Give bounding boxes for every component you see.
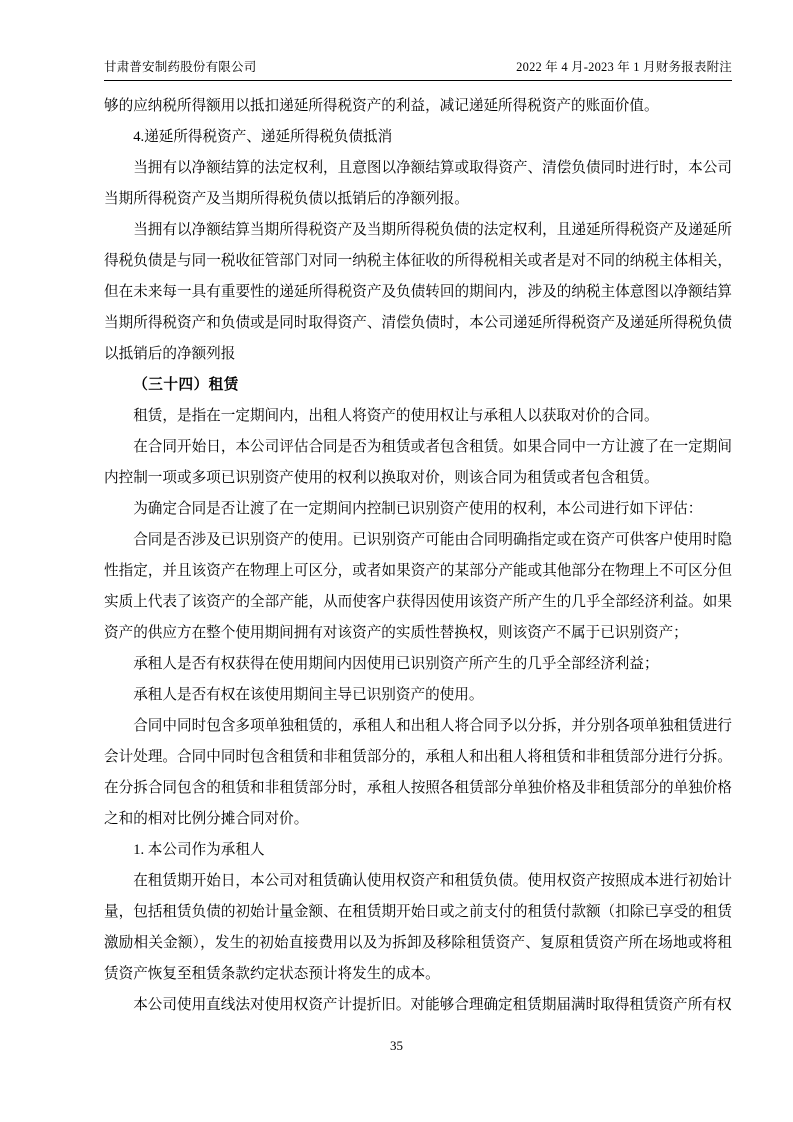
section-heading: （三十四）租赁 <box>133 377 239 393</box>
paragraph: 合同是否涉及已识别资产的使用。已识别资产可能由合同明确指定或在资产可供客户使用时隐性指定，并且该资产在物理上可区分，或者如果资产的某部分产能或其他部分在物理上不可区分但实质上代表了该资产的全部产能，从而使客户获得因使用该资产所产生的几乎全部经济利益。如果资产的供应方在整个使用期间拥有对该资产的实质性替换权，则该资产不属于已识别资产； <box>104 532 732 641</box>
paragraph: 当拥有以净额结算的法定权利，且意图以净额结算或取得资产、清偿负债同时进行时，本公司当期所得税资产及当期所得税负债以抵销后的净额列报。 <box>104 160 732 207</box>
list-item: 1. 本公司作为承租人 <box>133 842 265 858</box>
paragraph: 承租人是否有权在该使用期间主导已识别资产的使用。 <box>133 687 484 703</box>
paragraph: 为确定合同是否让渡了在一定期间内控制已识别资产使用的权利，本公司进行如下评估： <box>133 501 703 517</box>
header-report-period: 2022 年 4 月-2023 年 1 月财务报表附注 <box>516 60 732 74</box>
paragraph: 在合同开始日，本公司评估合同是否为租赁或者包含租赁。如果合同中一方让渡了在一定期间内控制一项或多项已识别资产使用的权利以换取对价，则该合同为租赁或者包含租赁。 <box>104 439 732 486</box>
paragraph: 够的应纳税所得额用以抵扣递延所得税资产的利益，减记递延所得税资产的账面价值。 <box>104 98 659 114</box>
page-content <box>104 58 732 1021</box>
paragraph: 合同中同时包含多项单独租赁的，承租人和出租人将合同予以分拆，并分别各项单独租赁进行会计处理。合同中同时包含租赁和非租赁部分的，承租人和出租人将租赁和非租赁部分进行分拆。在分拆合同包含的租赁和非租赁部分时，承租人按照各租赁部分单独价格及非租赁部分的单独价格之和的相对比例分摊合同对价。 <box>104 718 732 827</box>
paragraph: 当拥有以净额结算当期所得税资产及当期所得税负债的法定权利，且递延所得税资产及递延所得税负债是与同一税收征管部门对同一纳税主体征收的所得税相关或者是对不同的纳税主体相关，但在未来每一具有重要性的递延所得税资产及负债转回的期间内，涉及的纳税主体意图以净额结算当期所得税资产和负债或是同时取得资产、清偿负债时，本公司递延所得税资产及递延所得税负债以抵销后的净额列报 <box>104 222 732 362</box>
page-number: 35 <box>390 1038 403 1053</box>
body-text <box>104 91 732 1021</box>
paragraph: 租赁，是指在一定期间内，出租人将资产的使用权让与承租人以获取对价的合同。 <box>133 408 659 424</box>
paragraph: 4.递延所得税资产、递延所得税负债抵消 <box>133 129 393 145</box>
paragraph: 本公司使用直线法对使用权资产计提折旧。对能够合理确定租赁期届满时取得租赁资产所有权 <box>133 997 732 1013</box>
page-header <box>104 58 732 81</box>
paragraph: 在租赁期开始日，本公司对租赁确认使用权资产和租赁负债。使用权资产按照成本进行初始计量，包括租赁负债的初始计量金额、在租赁期开始日或之前支付的租赁付款额（扣除已享受的租赁激励相关金额），发生的初始直接费用以及为拆卸及移除租赁资产、复原租赁资产所在场地或将租赁资产恢复至租赁条款约定状态预计将发生的成本。 <box>104 873 732 982</box>
header-company-name: 甘肃普安制药股份有限公司 <box>104 60 257 74</box>
page-footer <box>0 1038 793 1054</box>
paragraph: 承租人是否有权获得在使用期间内因使用已识别资产所产生的几乎全部经济利益； <box>133 656 659 672</box>
